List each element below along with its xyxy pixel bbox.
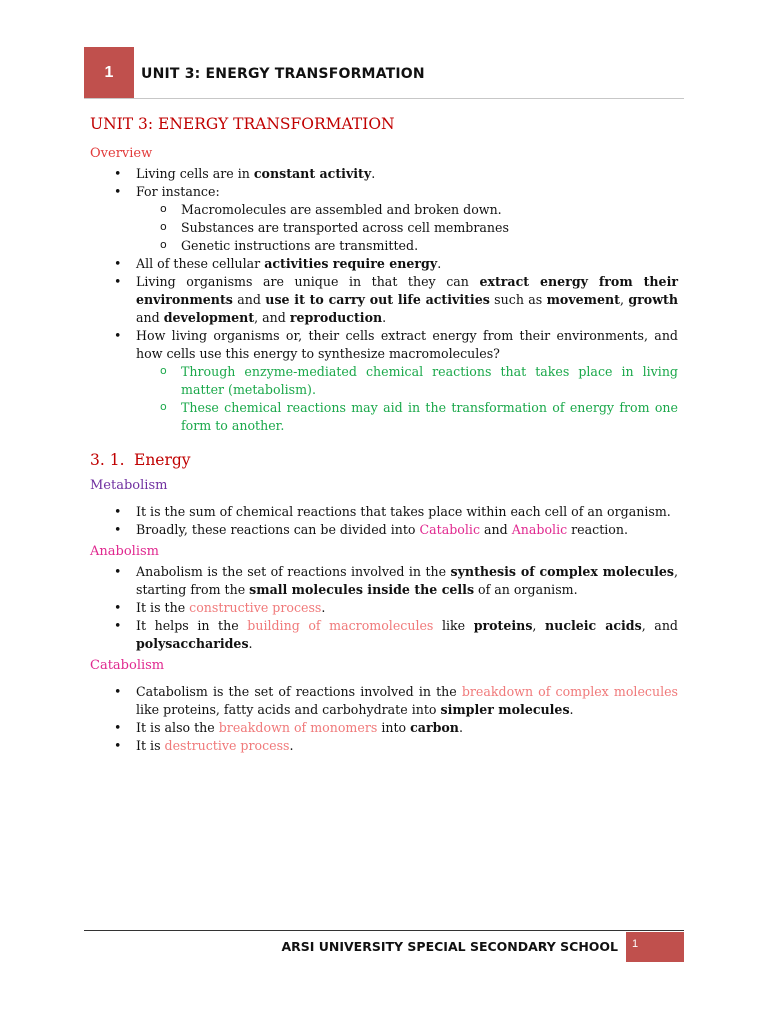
list-item: • All of these cellular activities require energy. [90, 255, 678, 273]
catabolism-list [90, 683, 678, 755]
section-heading-energy [90, 449, 678, 471]
sub-list [136, 363, 678, 435]
anabolism-heading: Anabolism [90, 544, 159, 559]
header-title: UNIT 3: ENERGY TRANSFORMATION [141, 66, 425, 82]
section-title: Energy [134, 451, 191, 469]
sub-list-item: o These chemical reactions may aid in the transformation of energy from one form to another. [136, 399, 678, 435]
unit-title: UNIT 3: ENERGY TRANSFORMATION [90, 115, 395, 133]
list-item: • It is the sum of chemical reactions that takes place within each cell of an organism. [90, 503, 678, 521]
document-body [90, 113, 678, 755]
page-footer [84, 930, 684, 962]
sub-list [136, 201, 678, 255]
overview-list [90, 165, 678, 435]
catabolism-heading: Catabolism [90, 658, 165, 673]
section-number: 3. 1. [90, 451, 125, 469]
footer-school-name: ARSI UNIVERSITY SPECIAL SECONDARY SCHOOL [281, 939, 618, 954]
sub-list-item: o Through enzyme-mediated chemical reactions that takes place in living matter (metabolism). [136, 363, 678, 399]
sub-list-item: o Genetic instructions are transmitted. [136, 237, 678, 255]
list-item: • How living organisms or, their cells extract energy from their environments, and how cells use this energy to synthesize macromolecules? o Through enzyme-mediated chemical reactions that takes place in living matter (metabolism). o These chemical reactions may aid in the transformation of energy from one form to another. [90, 327, 678, 435]
list-item: • It helps in the building of macromolecules like proteins, nucleic acids, and polysaccharides. [90, 617, 678, 653]
sub-list-item: o Substances are transported across cell membranes [136, 219, 678, 237]
anabolism-list [90, 563, 678, 653]
list-item: • Broadly, these reactions can be divided into Catabolic and Anabolic reaction. [90, 521, 678, 539]
footer-page-badge: 1 [626, 932, 684, 962]
sub-list-item: o Macromolecules are assembled and broken down. [136, 201, 678, 219]
list-item: • Anabolism is the set of reactions involved in the synthesis of complex molecules, starting from the small molecules inside the cells of an organism. [90, 563, 678, 599]
list-item: • Living organisms are unique in that they can extract energy from their environments and use it to carry out life activities such as movement, growth and development, and reproduction. [90, 273, 678, 327]
overview-heading: Overview [90, 146, 153, 161]
list-item: • It is also the breakdown of monomers into carbon. [90, 719, 678, 737]
list-item: • Living cells are in constant activity. [90, 165, 678, 183]
metabolism-list [90, 503, 678, 539]
list-item: • It is the constructive process. [90, 599, 678, 617]
page-header [84, 47, 684, 99]
header-page-badge: 1 [84, 47, 134, 98]
list-item: • It is destructive process. [90, 737, 678, 755]
list-item: • Catabolism is the set of reactions involved in the breakdown of complex molecules like proteins, fatty acids and carbohydrate into simpler molecules. [90, 683, 678, 719]
list-item: • For instance: o Macromolecules are assembled and broken down. o Substances are transported across cell membranes o Genetic instructions are transmitted. [90, 183, 678, 255]
metabolism-heading: Metabolism [90, 478, 168, 493]
